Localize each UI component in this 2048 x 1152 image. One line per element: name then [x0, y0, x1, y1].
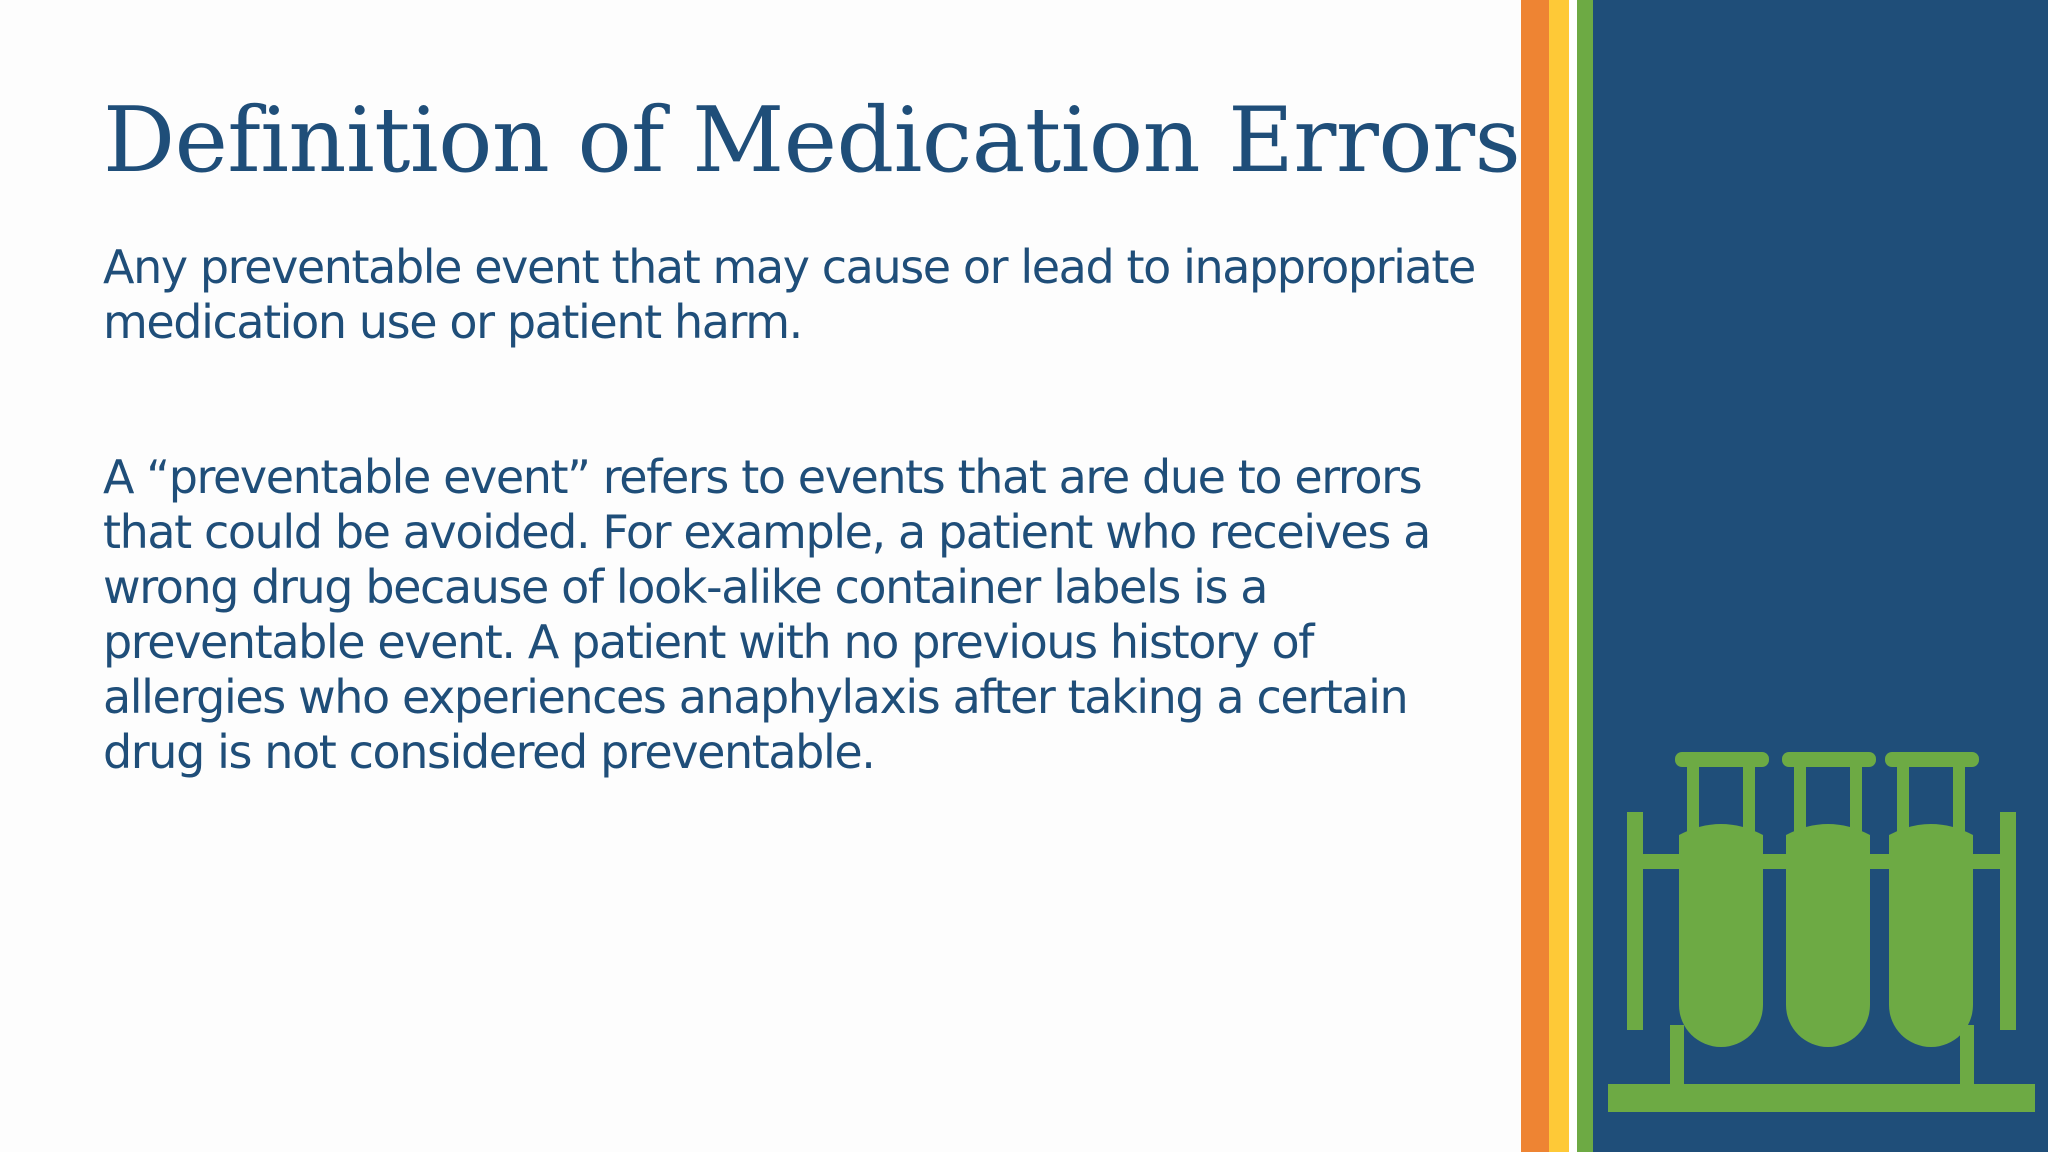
- green-stripe: [1577, 0, 1593, 1152]
- white-stripe: [1569, 0, 1577, 1152]
- preventable-event-paragraph: A “preventable event” refers to events that are due to errors that could be avoided. For example, a patient who receives a wrong drug because of look-alike container labels is a preventable event. A patient with no previous history of allergies who experiences anaphylaxis after taking a certain drug is not considered preventable.: [103, 450, 1430, 779]
- yellow-stripe: [1549, 0, 1569, 1152]
- orange-stripe: [1521, 0, 1549, 1152]
- definition-paragraph: Any preventable event that may cause or lead to inappropriate medication use or patient harm.: [103, 240, 1475, 349]
- slide-title: Definition of Medication Errors: [103, 88, 1521, 193]
- test-tubes-rack-icon: [1595, 745, 2048, 1130]
